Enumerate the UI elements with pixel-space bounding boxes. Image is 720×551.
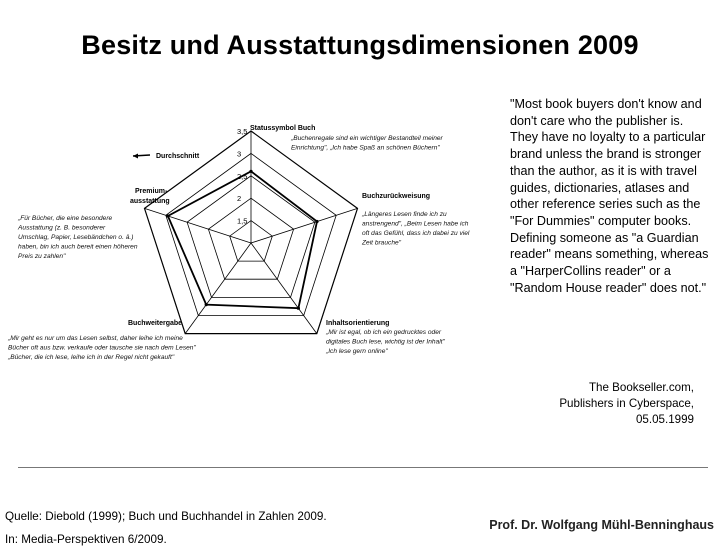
axis-label-inhaltsorientierung: Inhaltsorientierung [326, 320, 390, 327]
annotation-line: „Mir ist egal, ob ich ein gedrucktes oder [326, 329, 442, 336]
spoke-5 [145, 208, 252, 243]
legend-durchschnitt [133, 153, 200, 160]
tick-label-5: 3,5 [237, 127, 248, 136]
footer-source [5, 505, 327, 551]
source-line-3: 05.05.1999 [635, 413, 694, 426]
radar-series [166, 170, 318, 310]
annotation-inhaltsorientierung [325, 329, 446, 355]
source-line-2: Publishers in Cyberspace, [559, 397, 694, 410]
tick-label-3: 2,5 [237, 171, 248, 181]
annotation-line: „Für Bücher, die eine besondere [18, 215, 113, 222]
series-point-4 [205, 303, 208, 306]
radar-grid [145, 131, 358, 334]
series-point-2 [315, 220, 318, 223]
annotation-buchzurueckweisung [361, 211, 470, 247]
spoke-4 [185, 243, 251, 334]
spoke-2 [251, 208, 358, 243]
axis-label-buchweitergabe [128, 320, 182, 327]
axis-label-premium-line1: Premium- [135, 188, 168, 195]
series-point-3 [297, 307, 300, 310]
annotation-line: Preis zu zahlen" [18, 253, 66, 260]
annotation-line: oft das Gefühl, dass ich dabei zu viel [362, 230, 470, 237]
divider-line [18, 467, 708, 468]
quote-text: "Most book buyers don't know and don't care who the publisher is. They have no loyalty to a particular brand unless the brand is stronger than the author, as it is with travel guides, dictionaries, atlases and other reference series such as the "For Dummies" computer books. Defining someone as "a Guardian reader" means something, whereas a "HarperCollins reader" or a "Random House reader" does not." [510, 97, 709, 295]
annotation-statussymbol [290, 135, 444, 152]
footer-line-1: Quelle: Diebold (1999); Buch und Buchhandel in Zahlen 2009. [5, 510, 327, 523]
source-line-1: The Bookseller.com, [588, 381, 694, 394]
series-point-5 [166, 214, 169, 217]
spoke-3 [251, 243, 317, 334]
axis-label-buchzurueckweisung: Buchzurückweisung [362, 193, 431, 200]
axis-label-buchweitergabe-text: Buchweitergabe [128, 320, 183, 327]
legend-label: Durchschnitt [156, 153, 200, 160]
footer-line-2: In: Media-Perspektiven 6/2009. [5, 533, 167, 546]
tick-label-2: 2 [237, 194, 242, 204]
annotation-line: Ausstattung (z. B. besonderer [18, 224, 106, 232]
annotation-line: haben, bin ich auch bereit einen höheren [18, 243, 138, 251]
legend-arrow [133, 154, 138, 159]
annotation-line: digitales Buch lese, wichtig ist der Inhalt" [326, 338, 445, 346]
annotation-line: „Bücher, die ich lese, leihe ich in der Regel nicht gekauft" [8, 354, 175, 361]
annotation-premium [17, 215, 138, 260]
axis-label-statussymbol: Statussymbol Buch [250, 125, 316, 132]
series-point-1 [249, 170, 252, 173]
series-line-1 [168, 171, 317, 308]
radar-chart [0, 95, 500, 365]
axis-label-premium-line2: ausstattung [130, 198, 170, 205]
tick-label-4: 3 [237, 149, 242, 159]
annotation-line: Umschlag, Papier, Lesebändchen o. ä.) [18, 234, 134, 241]
annotation-line: „Ich lese gern online" [326, 348, 388, 355]
annotation-line: anstrengend", „Beim Lesen habe ich [362, 220, 469, 228]
tick-label-1: 1,5 [237, 216, 248, 226]
annotation-line: Bücher oft aus bzw. verkaufe oder tausche sie nach dem Lesen" [8, 344, 196, 352]
annotation-line: „Mir geht es nur um das Lesen selbst, daher leihe ich meine [8, 335, 183, 342]
footer-author: Prof. Dr. Wolfgang Mühl-Benninghaus [489, 518, 714, 532]
radar-annotations [7, 135, 470, 361]
quote-source [494, 380, 694, 428]
annotation-line: Einrichtung", „Ich habe Spaß an schönen Büchern" [291, 144, 440, 152]
annotation-line: „Längeres Lesen finde ich zu [362, 211, 447, 218]
axis-label-premium [130, 188, 170, 205]
page-title: Besitz und Ausstattungsdimensionen 2009 [81, 30, 639, 60]
radar-tick-labels [237, 127, 247, 226]
annotation-buchweitergabe [7, 335, 196, 361]
annotation-line: „Buchenregale sind ein wichtiger Bestandteil meiner [291, 135, 443, 142]
annotation-line: Zeit brauche" [362, 239, 401, 247]
